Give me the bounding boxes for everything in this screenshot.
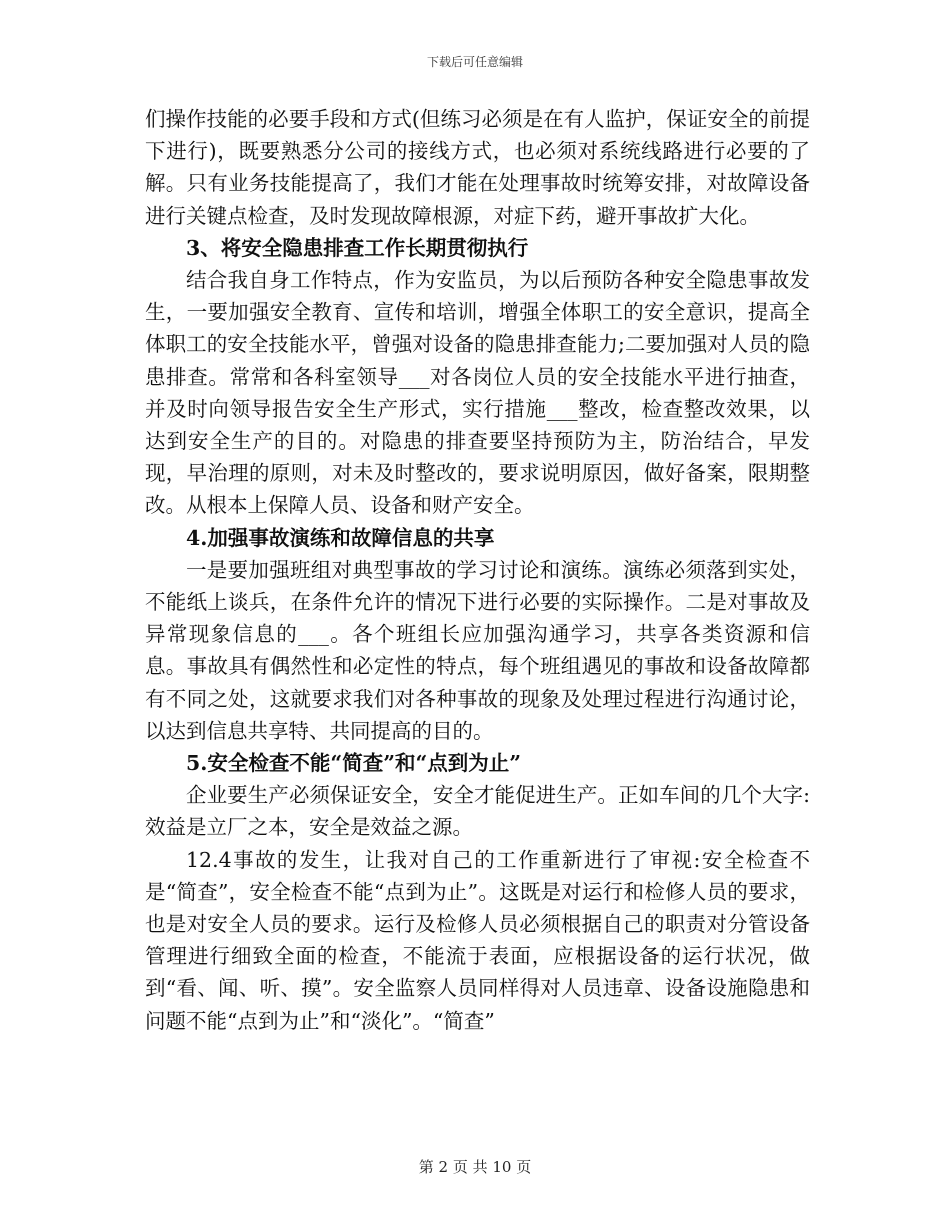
paragraph-section-3: 结合我自身工作特点，作为安监员，为以后预防各种安全隐患事故发生，一要加强安全教育、宣传和培训，增强全体职工的安全意识，提高全体职工的安全技能水平，曾强对设备的隐患排查能力;二要加强对人员的隐患排查。常常和各科室领导___对各岗位人员的安全技能水平进行抽查，并及时向领导报告安全生产形式，实行措施___整改，检查整改效果，以达到安全生产的目的。对隐患的排查要坚持预防为主，防治结合，早发现，早治理的原则，对未及时整改的，要求说明原因，做好备案，限期整改。从根本上保障人员、设备和财产安全。 xyxy=(145,268,810,518)
paragraph-section-5-detail: 12.4事故的发生，让我对自己的工作重新进行了审视:安全检查不是“简查”，安全检查不能“点到为止”。这既是对运行和检修人员的要求，也是对安全人员的要求。运行及检修人员必须根据自己的职责对分管设备管理进行细致全面的检查，不能流于表面，应根据设备的运行状况，做到“看、闻、听、摸”。安全监察人员同样得对人员违章、设备设施隐患和问题不能“点到为止”和“淡化”。“简查” xyxy=(145,847,810,1033)
section-heading-5: 5.安全检查不能“简查”和“点到为止” xyxy=(186,751,522,776)
section-heading-3: 3、将安全隐患排查工作长期贯彻执行 xyxy=(186,235,529,260)
page-number: 第 2 页 共 10 页 xyxy=(418,1158,532,1176)
page-header-note: 下载后可任意编辑 xyxy=(426,55,523,69)
paragraph-section-4: 一是要加强班组对典型事故的学习讨论和演练。演练必须落到实处，不能纸上谈兵，在条件允许的情况下进行必要的实际操作。二是对事故及异常现象信息的___。各个班组长应加强沟通学习，共享各类资源和信息。事故具有偶然性和必定性的特点，每个班组遇见的事故和设备故障都有不同之处，这就要求我们对各种事故的现象及处理过程进行沟通讨论，以达到信息共享特、共同提高的目的。 xyxy=(145,557,810,743)
document-body xyxy=(145,103,810,1037)
paragraph-continuation: 们操作技能的必要手段和方式(但练习必须是在有人监护，保证安全的前提下进行)，既要熟悉分公司的接线方式，也必须对系统线路进行必要的了解。只有业务技能提高了，我们才能在处理事故时统筹安排，对故障设备进行关键点检查，及时发现故障根源，对症下药，避开事故扩大化。 xyxy=(145,107,810,228)
paragraph-section-5-intro: 企业要生产必须保证安全，安全才能促进生产。正如车间的几个大字:效益是立厂之本，安全是效益之源。 xyxy=(145,783,810,840)
section-heading-4: 4.加强事故演练和故障信息的共享 xyxy=(186,525,495,550)
